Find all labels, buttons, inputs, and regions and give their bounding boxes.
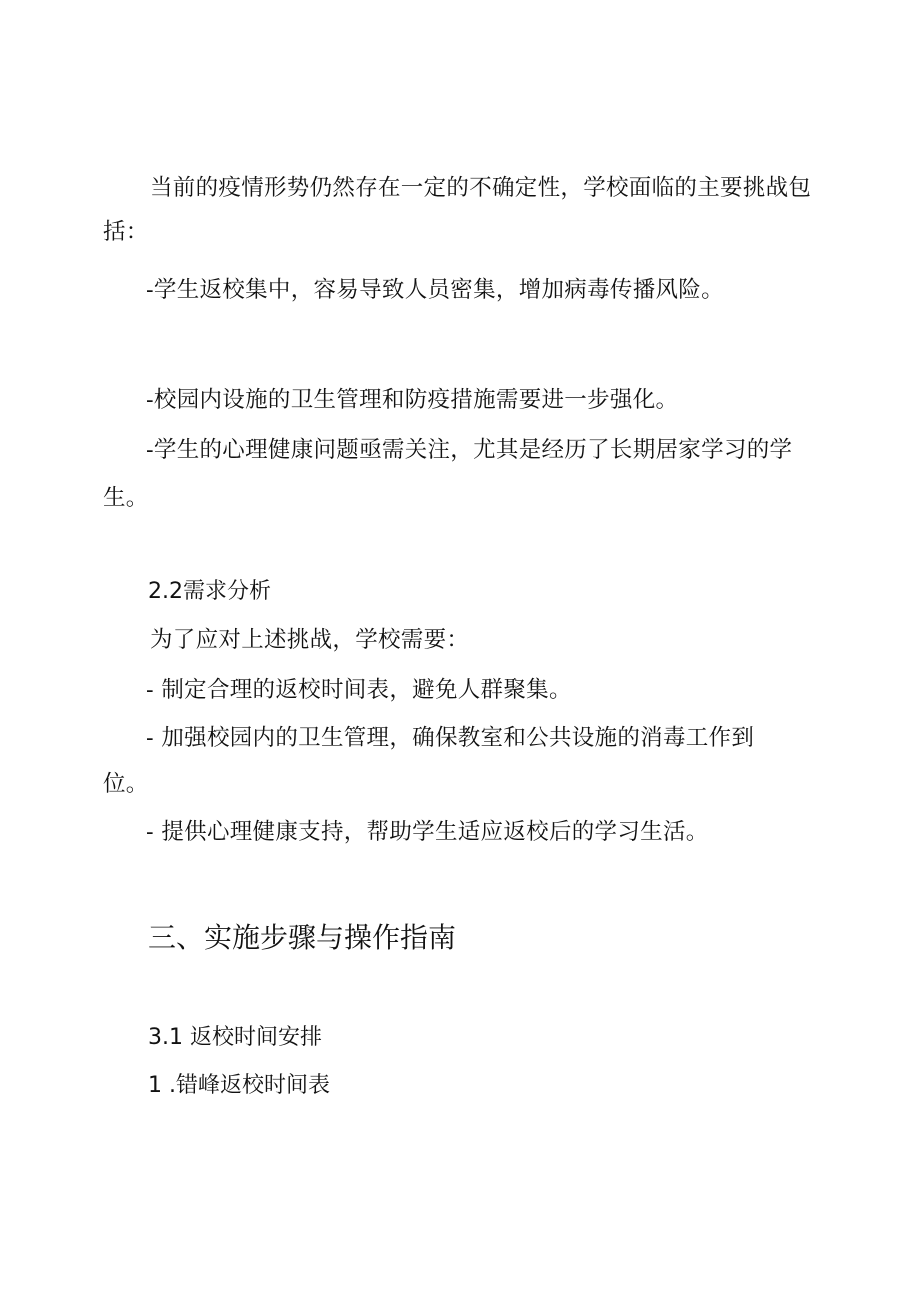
- bullet-mental-health-line-1: -学生的心理健康问题亟需关注，尤其是经历了长期居家学习的学: [146, 437, 793, 463]
- item-heading-staggered-schedule: 1 .错峰返校时间表: [148, 1073, 330, 1098]
- section-heading-2-2: 2.2需求分析: [148, 579, 271, 604]
- bullet-mental-health-line-2: 生。: [103, 485, 149, 511]
- needs-intro: 为了应对上述挑战，学校需要：: [150, 627, 470, 653]
- sub-heading-3-1: 3.1 返校时间安排: [148, 1025, 322, 1050]
- paragraph-challenges-line-1: 当前的疫情形势仍然存在一定的不确定性，学校面临的主要挑战包: [150, 175, 812, 201]
- needs-item-schedule: - 制定合理的返校时间表，避免人群聚集。: [146, 677, 572, 703]
- needs-item-support: - 提供心理健康支持，帮助学生适应返校后的学习生活。: [146, 819, 709, 845]
- bullet-crowding: -学生返校集中，容易导致人员密集，增加病毒传播风险。: [146, 277, 724, 303]
- section-heading-3: 三、实施步骤与操作指南: [148, 921, 457, 954]
- paragraph-challenges-line-2: 括：: [103, 219, 149, 245]
- needs-item-hygiene-line-2: 位。: [103, 771, 149, 797]
- needs-item-hygiene-line-1: - 加强校园内的卫生管理，确保教室和公共设施的消毒工作到: [146, 725, 755, 751]
- bullet-hygiene: -校园内设施的卫生管理和防疫措施需要进一步强化。: [146, 387, 679, 413]
